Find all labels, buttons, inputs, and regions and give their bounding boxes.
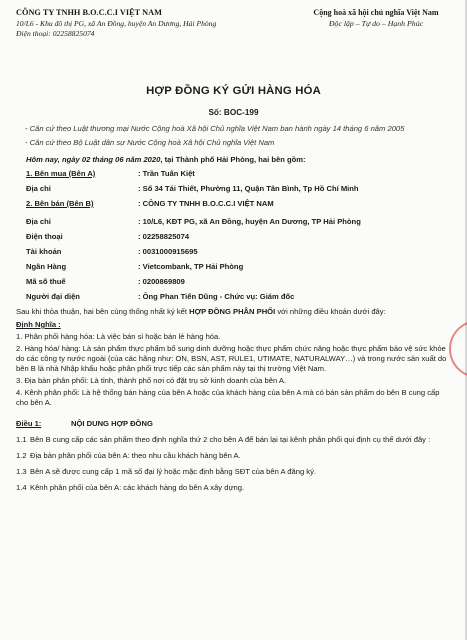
party-b-label: Tài khoản xyxy=(26,246,62,256)
party-b-label: Người đại diện xyxy=(26,291,80,301)
nation-name: Cộng hoà xã hội chủ nghĩa Việt Nam xyxy=(313,8,439,17)
agreement-after: với những điều khoản dưới đây: xyxy=(275,306,386,316)
nation-block xyxy=(301,8,451,39)
party-a-value: : Trần Tuấn Kiệt xyxy=(138,168,195,178)
party-a xyxy=(16,169,451,194)
document-title: HỢP ĐỒNG KÝ GỬI HÀNG HÓA xyxy=(146,84,321,97)
party-b-label: Địa chỉ xyxy=(26,216,51,226)
party-b-label: Ngân Hàng xyxy=(26,261,67,271)
intro-date: Hôm nay, ngày 02 tháng 06 năm 2020 xyxy=(26,154,161,164)
party-b-row xyxy=(26,199,451,209)
article-item-text: Kênh phân phối của bên A: các khách hàng do bên A xây dựng. xyxy=(30,483,245,493)
intro-suffix: , hai bên gồm: xyxy=(254,154,306,164)
party-b-value: : 02258825074 xyxy=(138,231,190,241)
party-b-row xyxy=(26,247,451,257)
company-name: CÔNG TY TNHH B.O.C.C.I VIỆT NAM xyxy=(16,8,162,17)
intro-line xyxy=(26,155,451,165)
party-a-label: 1. Bên mua (Bên A) xyxy=(26,168,96,178)
article-item-text: Bên A sẽ được cung cấp 1 mã số đại lý hoặc mặc định bằng SĐT của bên A đăng ký. xyxy=(30,467,317,477)
article-item-number: 1.4 xyxy=(16,483,27,493)
article-1-heading xyxy=(16,419,451,429)
party-a-value: : Số 34 Tái Thiết, Phường 11, Quận Tân Bình, Tp Hồ Chí Minh xyxy=(138,183,359,193)
article-number: Điều 1: xyxy=(16,419,42,429)
party-b-value: : Vietcombank, TP Hải Phòng xyxy=(138,261,244,271)
agreement-bold: HỢP ĐỒNG PHÂN PHỐI xyxy=(189,306,276,316)
article-item-number: 1.1 xyxy=(16,435,27,445)
document-header xyxy=(16,8,451,39)
company-block xyxy=(16,8,248,39)
article-title: NỘI DUNG HỢP ĐỒNG xyxy=(71,419,153,429)
article-item-number: 1.3 xyxy=(16,467,27,477)
contract-number: Số: BOC-199 xyxy=(208,107,259,117)
red-stamp-fragment xyxy=(449,320,467,378)
party-b-row xyxy=(26,262,451,272)
definition-item: 4. Kênh phân phối: Là hệ thống bán hàng của bên A hoặc của khách hàng của bên A mà có bán sản phẩm do bên B cung cấp cho bên A. xyxy=(16,388,440,408)
party-b-value: : 0200869809 xyxy=(138,276,185,286)
party-b-row xyxy=(26,292,451,302)
party-b-label: Điện thoại xyxy=(26,231,63,241)
article-item xyxy=(16,435,451,445)
article-item xyxy=(16,467,451,477)
agreement-before: Sau khi thỏa thuận, hai bên cùng thống nhất ký kết xyxy=(16,306,190,316)
definition-item: 1. Phân phối hàng hóa: Là việc bán sỉ hoặc bán lẻ hàng hóa. xyxy=(16,331,221,341)
party-b xyxy=(16,199,451,302)
article-item-text: Bên B cung cấp các sản phẩm theo định nghĩa thứ 2 cho bên A để bán lại tại kênh phân phối qui định cụ thể dưới đây : xyxy=(30,435,431,445)
basis-item: - Căn cứ theo Bộ Luật dân sự Nước Cộng hoà Xã hội Chủ nghĩa Việt Nam xyxy=(25,137,275,147)
definition-item: 2. Hàng hóa/ hàng: Là sản phẩm thực phẩm bổ sung dinh dưỡng hoặc thực phẩm chức năng hoặc thực phẩm bảo vệ sức khỏe do các công ty nước ngoài (của các hãng như: ON, BSN, AST, RULE1, UTIMATE, NATURALWAY…) và trong nước sản xuất do bên B là nhà Nhập khẩu hoặc phân phối trực tiếp các sản phẩm này tại thị trường Việt Nam. xyxy=(16,343,447,373)
intro-place: Thành phố Hải Phòng xyxy=(175,154,255,164)
company-phone: Điện thoại: 02258825074 xyxy=(16,28,95,38)
party-b-label: 2. Bên bán (Bên B) xyxy=(26,198,94,208)
nation-motto: Độc lập – Tự do – Hạnh Phúc xyxy=(328,18,424,28)
legal-basis xyxy=(16,124,451,148)
party-a-row xyxy=(26,184,451,194)
article-item-text: Địa bàn phân phối của bên A: theo nhu cầu khách hàng bên A. xyxy=(30,451,241,461)
party-b-value: : Ông Phan Tiến Dũng - Chức vụ: Giám đốc xyxy=(138,291,295,301)
article-item xyxy=(16,483,451,493)
company-address: 10/L6 - Khu đô thị PG, xã An Đồng, huyện An Dương, Hải Phòng xyxy=(16,18,217,28)
definitions-heading: Định Nghĩa : xyxy=(16,319,61,329)
article-item xyxy=(16,451,451,461)
party-a-row xyxy=(26,169,451,179)
party-b-row xyxy=(26,232,451,242)
party-a-label: Địa chỉ xyxy=(26,183,51,193)
article-item-number: 1.2 xyxy=(16,451,27,461)
basis-item: - Căn cứ theo Luật thương mại Nước Cộng hoà Xã hội Chủ nghĩa Việt Nam ban hành ngày 14 tháng 6 năm 2005 xyxy=(25,123,405,133)
party-b-label: Mã số thuế xyxy=(26,276,66,286)
party-b-value: : 0031000915695 xyxy=(138,246,198,256)
definition-item: 3. Địa bàn phân phối: Là tỉnh, thành phố nơi có đặt trụ sở kinh doanh của bên A. xyxy=(16,375,287,385)
party-b-value: : 10/L6, KĐT PG, xã An Đồng, huyện An Dương, TP Hải Phòng xyxy=(138,216,361,226)
agreement-statement xyxy=(16,307,451,317)
intro-middle: , tại xyxy=(160,154,176,164)
party-b-value: : CÔNG TY TNHH B.O.C.C.I VIỆT NAM xyxy=(138,198,274,208)
party-b-row xyxy=(26,277,451,287)
party-b-row xyxy=(26,217,451,227)
